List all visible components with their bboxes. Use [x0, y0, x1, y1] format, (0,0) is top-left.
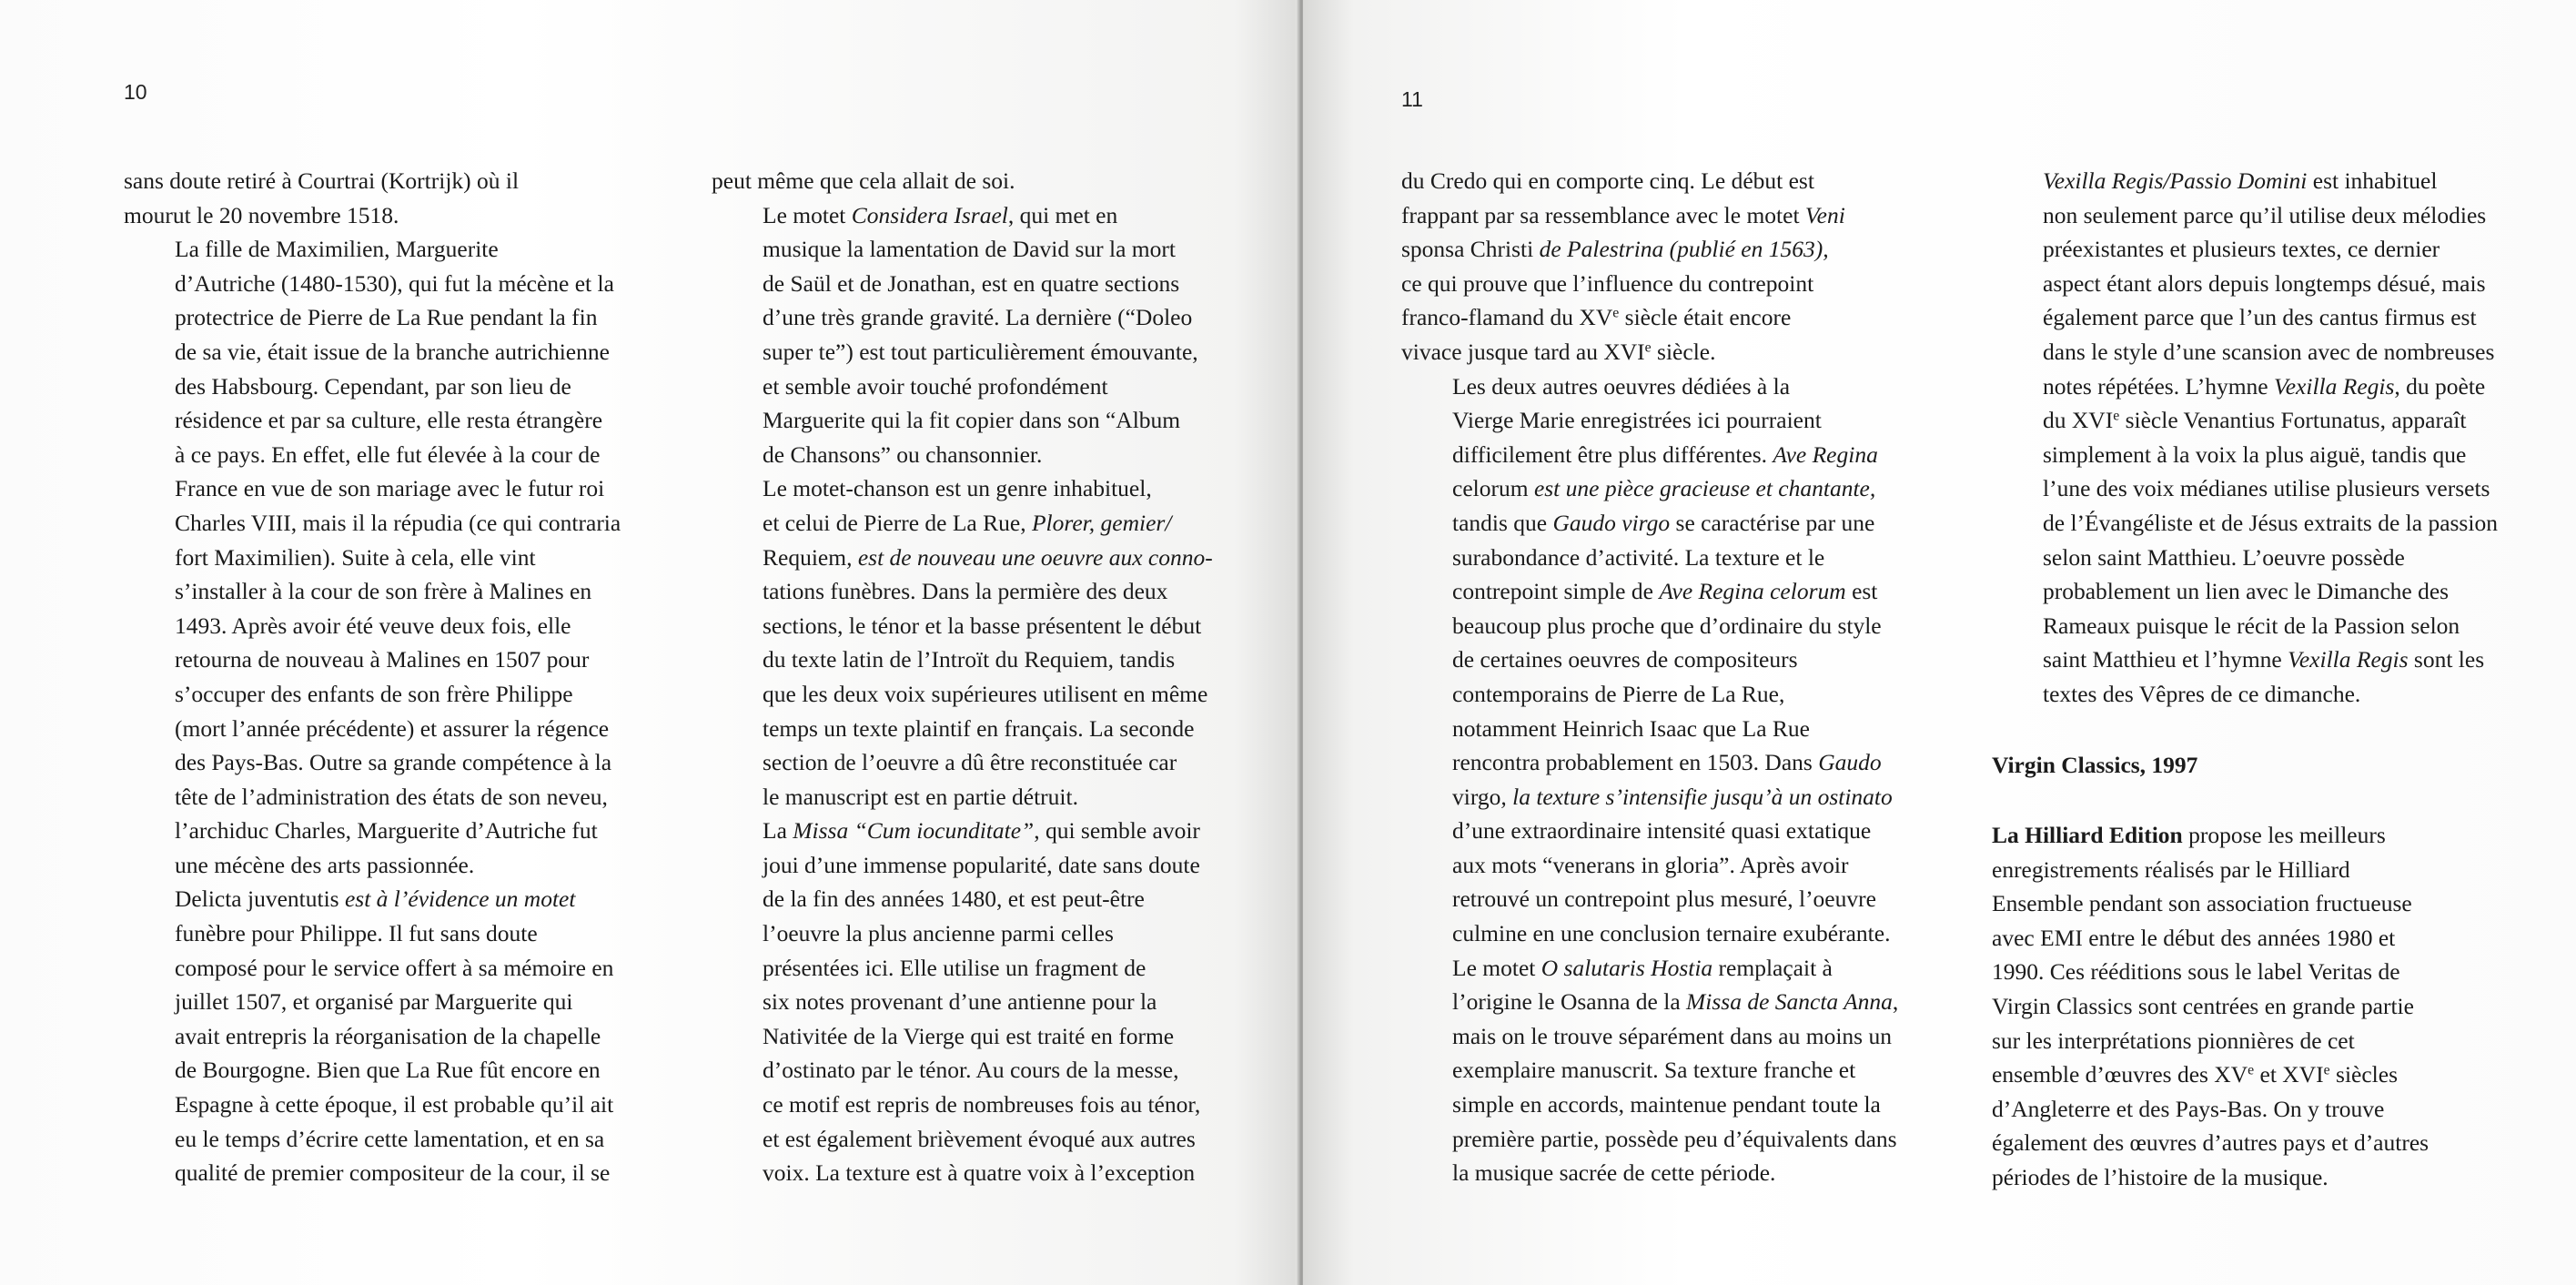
text-line: Vierge Marie enregistrées ici pourraient — [1452, 407, 1822, 434]
text-line: selon saint Matthieu. L’oeuvre possède — [2043, 543, 2405, 571]
text-line: Nativitée de la Vierge qui est traité en forme — [763, 1022, 1175, 1049]
text-line: juillet 1507, et organisé par Marguerite qui — [175, 988, 573, 1016]
text-line: s’installer à la cour de son frère à Malines en — [175, 578, 592, 605]
text-line: Charles VIII, mais il la répudia (ce qui contraria — [175, 509, 621, 536]
text-line: première partie, possède peu d’équivalents dans — [1452, 1125, 1897, 1152]
text-line: résidence et par sa culture, elle resta étrangère — [175, 407, 603, 434]
text-line: joui d’une immense popularité, date sans doute — [763, 851, 1200, 878]
text-line: et est également brièvement évoqué aux autres — [763, 1125, 1196, 1152]
text-line: l’une des voix médianes utilise plusieurs versets — [2043, 475, 2490, 502]
text-line: l’archiduc Charles, Marguerite d’Autriche fut — [175, 817, 598, 845]
text-line: de Bourgogne. Bien que La Rue fût encore en — [175, 1057, 601, 1084]
text-line: sur les interprétations pionnières de cet — [1992, 1027, 2355, 1054]
text-line: Vexilla Regis/Passio Domini est inhabituel — [2043, 167, 2438, 194]
text-line: celorum est une pièce gracieuse et chantante, — [1452, 475, 1876, 502]
text-line: et semble avoir touché profondément — [763, 372, 1108, 400]
text-line: dans le style d’une scansion avec de nombreuses — [2043, 338, 2495, 365]
text-line: l’origine le Osanna de la Missa de Sancta Anna, — [1452, 988, 1899, 1016]
text-line: préexistantes et plusieurs textes, ce dernier — [2043, 236, 2440, 263]
text-line: La Hilliard Edition propose les meilleurs — [1992, 822, 2386, 849]
text-line: une mécène des arts passionnée. — [175, 851, 475, 878]
text-line: six notes provenant d’une antienne pour la — [763, 988, 1157, 1016]
text-line: 1990. Ces rééditions sous le label Veritas de — [1992, 958, 2400, 986]
text-line: protectrice de Pierre de La Rue pendant la fin — [175, 304, 598, 331]
text-line: La fille de Maximilien, Marguerite — [175, 236, 499, 263]
text-line: sans doute retiré à Courtrai (Kortrijk) où il — [124, 167, 520, 194]
text-line: rencontra probablement en 1503. Dans Gaudo — [1452, 749, 1882, 776]
text-line: Delicta juventutis est à l’évidence un motet — [175, 885, 576, 913]
text-line: aux mots “venerans in gloria”. Après avoir — [1452, 851, 1849, 878]
text-line: d’une très grande gravité. La dernière (“Doleo — [763, 304, 1193, 331]
page-number: 11 — [1401, 87, 1423, 111]
text-line: fort Maximilien). Suite à cela, elle vint — [175, 543, 536, 571]
text-line: retourna de nouveau à Malines en 1507 pour — [175, 646, 590, 673]
text-line: de Chansons” ou chansonnier. — [763, 440, 1043, 468]
text-line: exemplaire manuscrit. Sa texture franche et — [1452, 1057, 1856, 1084]
text-line: (mort l’année précédente) et assurer la régence — [175, 714, 610, 742]
text-line: super te”) est tout particulièrement émouvante, — [763, 338, 1198, 365]
text-line: musique la lamentation de David sur la mort — [763, 236, 1176, 263]
text-line: de sa vie, était issue de la branche autrichienne — [175, 338, 610, 365]
text-line: virgo, la texture s’intensifie jusqu’à un ostinato — [1452, 783, 1893, 810]
text-line: composé pour le service offert à sa mémoire en — [175, 954, 614, 981]
text-line: également des œuvres d’autres pays et d’autres — [1992, 1129, 2430, 1157]
text-line: sponsa Christi de Palestrina (publié en 1563), — [1401, 236, 1829, 263]
text-line: simple en accords, maintenue pendant toute la — [1452, 1091, 1881, 1118]
text-line: eu le temps d’écrire cette lamentation, et en sa — [175, 1125, 605, 1152]
text-line: le manuscript est en partie détruit. — [763, 783, 1078, 810]
paragraph — [1992, 818, 2501, 1195]
left-column-2 — [712, 164, 1213, 1190]
left-column-1 — [124, 164, 621, 1190]
paragraph — [712, 471, 1213, 814]
text-line: contrepoint simple de Ave Regina celorum est — [1452, 578, 1878, 605]
text-line: France en vue de son mariage avec le futur roi — [175, 475, 605, 502]
page-number: 10 — [124, 80, 147, 104]
text-line: section de l’oeuvre a dû être reconstituée car — [763, 749, 1177, 776]
paragraph — [1401, 951, 1899, 1190]
text-line: funèbre pour Philippe. Il fut sans doute — [175, 920, 538, 947]
paragraph — [712, 814, 1203, 1190]
text-line: présentées ici. Elle utilise un fragment de — [763, 954, 1147, 981]
text-line: notes répétées. L’hymne Vexilla Regis, du poète — [2043, 372, 2486, 400]
text-line: peut même que cela allait de soi. — [712, 167, 1015, 194]
text-line: non seulement parce qu’il utilise deux mélodies — [2043, 201, 2487, 228]
text-line: de certaines oeuvres de compositeurs — [1452, 646, 1798, 673]
right-column-2 — [1992, 164, 2501, 1195]
paragraph — [1992, 164, 2501, 712]
section-heading: Virgin Classics, 1997 — [1992, 751, 2198, 778]
text-line: textes des Vêpres de ce dimanche. — [2043, 680, 2361, 707]
text-line: mais on le trouve séparément dans au moins un — [1452, 1022, 1892, 1049]
text-line: des Habsbourg. Cependant, par son lieu de — [175, 372, 571, 400]
text-line: Ensemble pendant son association fructueuse — [1992, 890, 2412, 917]
text-line: Requiem, est de nouveau une oeuvre aux conno- — [763, 543, 1213, 571]
text-line: difficilement être plus différentes. Ave Regina — [1452, 440, 1878, 468]
text-line: Rameaux puisque le récit de la Passion selon — [2043, 612, 2460, 639]
text-line: avait entrepris la réorganisation de la chapelle — [175, 1022, 601, 1049]
text-line: tête de l’administration des états de son neveu, — [175, 783, 608, 810]
text-line: du Credo qui en comporte cinq. Le début est — [1401, 167, 1814, 194]
text-line: Le motet Considera Israel, qui met en — [763, 201, 1118, 228]
paragraph — [1401, 369, 1893, 951]
paragraph — [124, 164, 615, 232]
text-line: sections, le ténor et la basse présentent le début — [763, 612, 1202, 639]
text-line: retrouvé un contrepoint plus mesuré, l’oeuvre — [1452, 885, 1876, 913]
text-line: Virgin Classics sont centrées en grande partie — [1992, 993, 2414, 1020]
text-line: Le motet O salutaris Hostia remplaçait à — [1452, 954, 1833, 981]
text-line: Espagne à cette époque, il est probable qu’il ait — [175, 1091, 614, 1118]
text-line: enregistrements réalisés par le Hilliard — [1992, 855, 2350, 883]
text-line: de Saül et de Jonathan, est en quatre sections — [763, 269, 1180, 297]
text-line: aspect étant alors depuis longtemps désué, mais — [2043, 269, 2486, 297]
text-line: Marguerite qui la fit copier dans son “Album — [763, 407, 1181, 434]
paragraph — [124, 882, 615, 1189]
text-line: également parce que l’un des cantus firmus est — [2043, 304, 2477, 331]
text-line: ce motif est repris de nombreuses fois au ténor, — [763, 1091, 1201, 1118]
text-line: la musique sacrée de cette période. — [1452, 1159, 1776, 1187]
text-line: qualité de premier compositeur de la cour, il se — [175, 1159, 611, 1187]
text-line: voix. La texture est à quatre voix à l’exception — [763, 1159, 1196, 1187]
text-line: franco-flamand du XVe siècle était encore — [1401, 304, 1792, 331]
text-line: saint Matthieu et l’hymne Vexilla Regis sont les — [2043, 646, 2485, 673]
text-line: culmine en une conclusion ternaire exubérante. — [1452, 920, 1891, 947]
text-line: avec EMI entre le début des années 1980 et — [1992, 924, 2396, 951]
text-line: du texte latin de l’Introït du Requiem, tandis — [763, 646, 1176, 673]
text-line: d’ostinato par le ténor. Au cours de la messe, — [763, 1057, 1179, 1084]
right-page — [1303, 0, 2576, 1285]
text-line: d’Angleterre et des Pays-Bas. On y trouve — [1992, 1095, 2385, 1122]
text-line: surabondance d’activité. La texture et le — [1452, 543, 1825, 571]
text-line: mourut le 20 novembre 1518. — [124, 201, 399, 228]
text-line: l’oeuvre la plus ancienne parmi celles — [763, 920, 1114, 947]
text-line: et celui de Pierre de La Rue, Plorer, gemier/ — [763, 509, 1172, 536]
text-line: que les deux voix supérieures utilisent en même — [763, 680, 1208, 707]
text-line: d’Autriche (1480-1530), qui fut la mécène et la — [175, 269, 614, 297]
right-column-1 — [1401, 164, 1899, 1190]
text-line: à ce pays. En effet, elle fut élevée à la cour de — [175, 440, 601, 468]
text-line: d’une extraordinaire intensité quasi extatique — [1452, 817, 1872, 845]
text-line: périodes de l’histoire de la musique. — [1992, 1164, 2329, 1191]
text-line: probablement un lien avec le Dimanche des — [2043, 578, 2450, 605]
text-line: de la fin des années 1480, et est peut-être — [763, 885, 1145, 913]
text-line: contemporains de Pierre de La Rue, — [1452, 680, 1785, 707]
text-line: frappant par sa ressemblance avec le motet Veni — [1401, 201, 1845, 228]
text-line: beaucoup plus proche que d’ordinaire du style — [1452, 612, 1882, 639]
paragraph — [1401, 164, 1893, 369]
text-line: tations funèbres. Dans la permière des deux — [763, 578, 1168, 605]
text-line: des Pays-Bas. Outre sa grande compétence à la — [175, 749, 612, 776]
text-line: vivace jusque tard au XVIe siècle. — [1401, 338, 1716, 365]
text-line: Le motet-chanson est un genre inhabituel, — [763, 475, 1152, 502]
text-line: notamment Heinrich Isaac que La Rue — [1452, 714, 1810, 742]
text-line: ce qui prouve que l’influence du contrepoint — [1401, 269, 1814, 297]
paragraph — [712, 198, 1203, 472]
text-line: temps un texte plaintif en français. La seconde — [763, 714, 1195, 742]
paragraph — [124, 232, 621, 882]
text-line: 1493. Après avoir été veuve deux fois, elle — [175, 612, 571, 639]
text-line: tandis que Gaudo virgo se caractérise par une — [1452, 509, 1875, 536]
text-line: Les deux autres oeuvres dédiées à la — [1452, 372, 1791, 400]
text-line: du XVIe siècle Venantius Fortunatus, apparaît — [2043, 407, 2467, 434]
paragraph — [712, 164, 1203, 198]
text-line: s’occuper des enfants de son frère Philippe — [175, 680, 573, 707]
text-line: ensemble d’œuvres des XVe et XVIe siècles — [1992, 1061, 2399, 1088]
text-line: simplement à la voix la plus aiguë, tandis que — [2043, 440, 2467, 468]
text-line: La Missa “Cum iocunditate”, qui semble avoir — [763, 817, 1200, 845]
text-line: de l’Évangéliste et de Jésus extraits de la passion — [2043, 509, 2498, 536]
